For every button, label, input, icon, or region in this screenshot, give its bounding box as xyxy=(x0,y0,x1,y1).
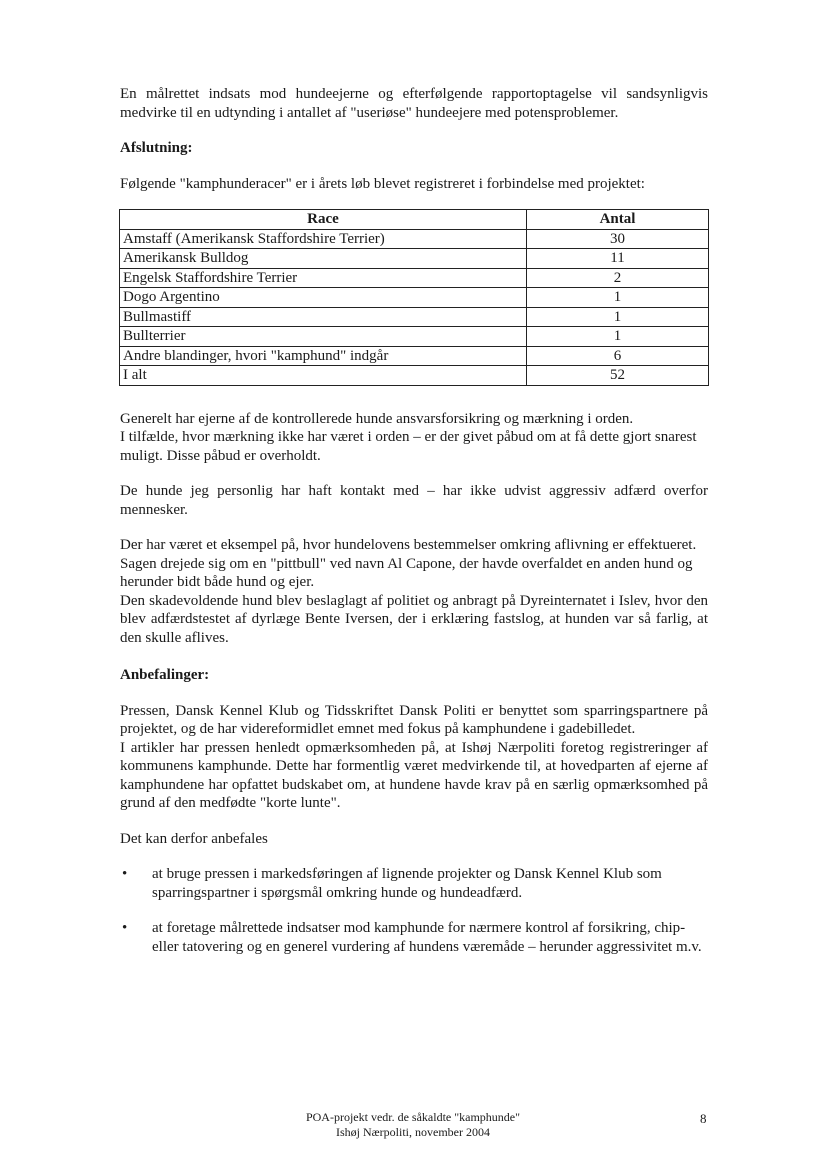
table-header-antal: Antal xyxy=(527,210,709,230)
table-cell-race: Dogo Argentino xyxy=(120,288,527,308)
list-item xyxy=(120,919,708,956)
breed-table xyxy=(119,209,709,386)
table-header-row xyxy=(120,210,709,230)
table-header-race: Race xyxy=(120,210,527,230)
table-row-total xyxy=(120,366,709,386)
table-cell-antal: 52 xyxy=(527,366,709,386)
table-cell-antal: 1 xyxy=(527,307,709,327)
list-item-text: at foretage målrettede indsatser mod kamphunde for nærmere kontrol af forsikring, chip- eller tatovering og en generel vurdering af hundens væremåde – herunder aggressivitet m.v. xyxy=(152,920,702,955)
table-row xyxy=(120,327,709,347)
table-cell-antal: 30 xyxy=(527,229,709,249)
table-row xyxy=(120,229,709,249)
paragraph-articles: I artikler har pressen henledt opmærksomheden på, at Ishøj Nærpoliti foretog registreringer af kommunens kamphunde. Dette har formentlig været medvirkende til, at hovedparten af ejerne af kamphundene har opfattet budskabet om, at hundene havde krav på en særlig opmærksomhed på grund af den medfødte "korte lunte". xyxy=(120,739,708,811)
table-cell-race: Andre blandinger, hvori "kamphund" indgår xyxy=(120,346,527,366)
paragraph-contact: De hunde jeg personlig har haft kontakt med – har ikke udvist aggressiv adfærd overfor mennesker. xyxy=(120,483,708,518)
table-row xyxy=(120,346,709,366)
table-row xyxy=(120,288,709,308)
section1-text: Følgende "kamphunderacer" er i årets løb blevet registreret i forbindelse med projektet: xyxy=(120,175,645,192)
footer-line2: Ishøj Nærpoliti, november 2004 xyxy=(336,1125,490,1139)
list-item xyxy=(120,865,708,902)
table-cell-race: Amerikansk Bulldog xyxy=(120,249,527,269)
paragraph-ownership-line1: Generelt har ejerne af de kontrollerede hunde ansvarsforsikring og mærkning i orden. xyxy=(120,410,634,427)
bullet-icon: • xyxy=(122,920,128,936)
bullet-icon: • xyxy=(122,866,128,882)
table-row xyxy=(120,307,709,327)
table-cell-race: Bullterrier xyxy=(120,327,527,347)
table-row xyxy=(120,268,709,288)
list-item-text: at bruge pressen i markedsføringen af lignende projekter og Dansk Kennel Klub som sparringspartner i spørgsmål omkring hunde og hundeadfærd. xyxy=(152,866,662,901)
paragraph-recommend: Det kan derfor anbefales xyxy=(120,830,268,847)
table-cell-race: I alt xyxy=(120,366,527,386)
paragraph-ownership-line2: I tilfælde, hvor mærkning ikke har været i orden – er der givet påbud om at få dette gjort snarest muligt. Disse påbud er overholdt. xyxy=(120,429,697,464)
section-heading-afslutning: Afslutning: xyxy=(120,140,193,156)
table-cell-antal: 2 xyxy=(527,268,709,288)
table-cell-race: Engelsk Staffordshire Terrier xyxy=(120,268,527,288)
paragraph-euthanasia-line2: Sagen drejede sig om en "pittbull" ved navn Al Capone, der havde overfaldet en anden hund og herunder bidt både hund og ejer. xyxy=(120,555,693,590)
paragraph-press: Pressen, Dansk Kennel Klub og Tidsskriftet Dansk Politi er benyttet som sparringspartnere på projektet, og de har videreformidlet emnet med fokus på kamphundene i gadebilledet. xyxy=(120,702,708,737)
table-cell-antal: 6 xyxy=(527,346,709,366)
intro-paragraph: En målrettet indsats mod hundeejerne og efterfølgende rapportoptagelse vil sandsynligvis medvirke til en udtynding i antallet af "useriøse" hundeejere med potensproblemer. xyxy=(120,86,708,121)
table-cell-antal: 11 xyxy=(527,249,709,269)
table-cell-race: Amstaff (Amerikansk Staffordshire Terrier) xyxy=(120,229,527,249)
paragraph-euthanasia-line3: Den skadevoldende hund blev beslaglagt af politiet og anbragt på Dyreinternatet i Islev, hvor den blev adfærdstestet af dyrlæge Bente Iversen, der i erklæring fastslog, at hunden var så farlig, at den skulle aflives. xyxy=(120,592,708,646)
page-content xyxy=(120,85,708,956)
table-cell-antal: 1 xyxy=(527,327,709,347)
recommendation-list xyxy=(120,865,708,956)
footer-line1: POA-projekt vedr. de såkaldte "kamphunde" xyxy=(305,1110,521,1124)
table-cell-antal: 1 xyxy=(527,288,709,308)
paragraph-euthanasia-line1: Der har været et eksempel på, hvor hundelovens bestemmelser omkring aflivning er effektueret. xyxy=(120,537,697,553)
section-heading-anbefalinger: Anbefalinger: xyxy=(120,667,210,683)
page-number: 8 xyxy=(700,1111,707,1126)
table-cell-race: Bullmastiff xyxy=(120,307,527,327)
table-row xyxy=(120,249,709,269)
